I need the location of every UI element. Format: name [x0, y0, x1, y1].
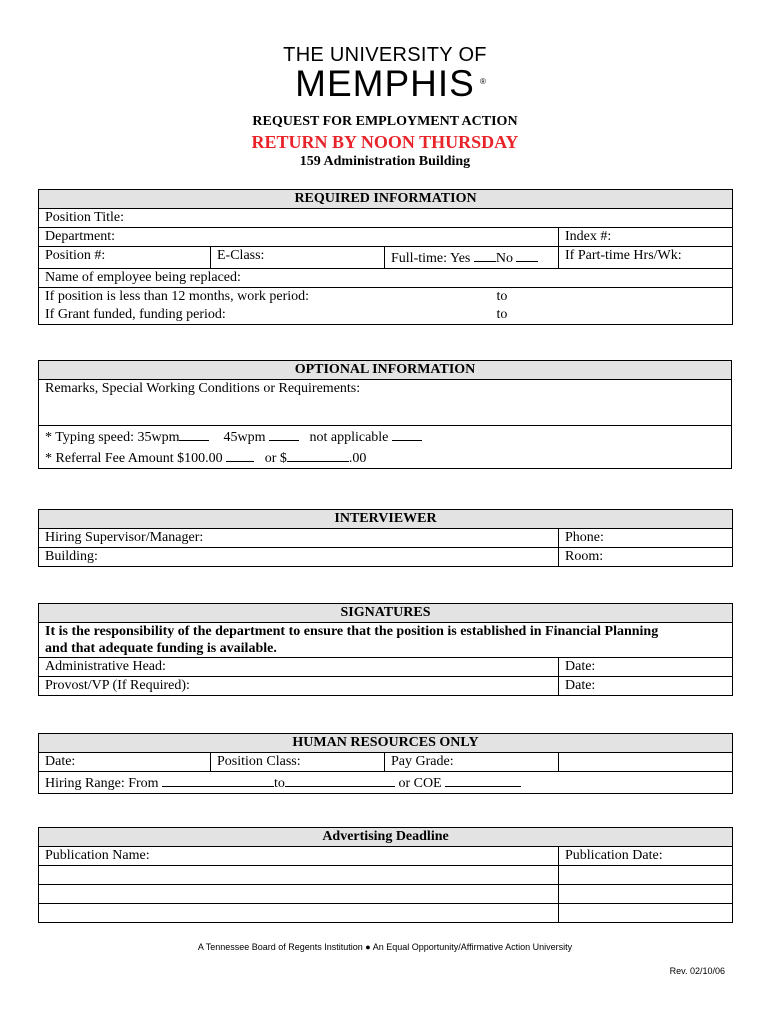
- registered-mark: ®: [479, 77, 487, 86]
- required-information-section: [38, 189, 733, 325]
- advertising-section: [38, 827, 733, 923]
- typing-45-label: 45wpm: [223, 430, 266, 445]
- publication-name-row-2[interactable]: [39, 866, 559, 885]
- index-field[interactable]: Index #:: [559, 228, 733, 247]
- university-logo: [0, 44, 770, 102]
- typing-45-blank[interactable]: [269, 426, 299, 441]
- optional-information-section: [38, 360, 732, 469]
- referral-amount-blank[interactable]: [287, 447, 349, 462]
- note-line2: and that adequate funding is available.: [45, 641, 277, 656]
- coe-blank[interactable]: [445, 772, 521, 787]
- logo-line1: THE UNIVERSITY OF: [283, 44, 487, 66]
- eclass-field[interactable]: E-Class:: [211, 247, 385, 269]
- publication-date-row-2[interactable]: [559, 866, 733, 885]
- form-header: [0, 113, 770, 171]
- publication-name-row-4[interactable]: [39, 904, 559, 923]
- optional-info-heading: OPTIONAL INFORMATION: [39, 361, 732, 380]
- office-address: 159 Administration Building: [299, 154, 471, 169]
- hr-date-field[interactable]: Date:: [39, 753, 211, 772]
- work-period-label: If position is less than 12 months, work period:: [39, 288, 385, 307]
- remarks-field[interactable]: Remarks, Special Working Conditions or Requirements:: [39, 380, 732, 426]
- typing-na-label: not applicable: [309, 430, 389, 445]
- human-resources-section: [38, 733, 733, 794]
- range-from-label: Hiring Range: From: [45, 776, 159, 791]
- yes-blank[interactable]: [474, 247, 496, 262]
- return-by-notice: RETURN BY NOON THURSDAY: [251, 132, 519, 152]
- position-class-field[interactable]: Position Class:: [211, 753, 385, 772]
- hiring-range-row: [39, 772, 733, 794]
- interviewer-section: [38, 509, 733, 567]
- department-field[interactable]: Department:: [39, 228, 559, 247]
- note-line1: It is the responsibility of the department to ensure that the position is established in Financial Planning: [45, 624, 659, 639]
- grant-period-label: If Grant funded, funding period:: [39, 306, 385, 325]
- referral-fee-row: [39, 447, 732, 469]
- range-to-label: to: [274, 776, 285, 791]
- provost-date-field[interactable]: Date:: [559, 677, 733, 696]
- logo-line2: MEMPHIS ®: [295, 63, 487, 104]
- signatures-heading: SIGNATURES: [39, 604, 733, 623]
- publication-date-row-3[interactable]: [559, 885, 733, 904]
- building-field[interactable]: Building:: [39, 548, 559, 567]
- publication-name-field[interactable]: Publication Name:: [39, 847, 559, 866]
- typing-35-blank[interactable]: [179, 426, 209, 441]
- interviewer-heading: INTERVIEWER: [39, 510, 733, 529]
- referral-cents-label: .00: [348, 451, 367, 466]
- administrative-head-field[interactable]: Administrative Head:: [39, 658, 559, 677]
- provost-field[interactable]: Provost/VP (If Required):: [39, 677, 559, 696]
- footer-statement: A Tennessee Board of Regents Institution ● An Equal Opportunity/Affirmative Action University: [197, 942, 573, 952]
- hr-blank-cell[interactable]: [559, 753, 733, 772]
- required-info-heading: REQUIRED INFORMATION: [39, 190, 733, 209]
- parttime-hours-field[interactable]: If Part-time Hrs/Wk:: [559, 247, 733, 269]
- form-title: REQUEST FOR EMPLOYMENT ACTION: [252, 114, 518, 129]
- employee-replaced-field[interactable]: Name of employee being replaced:: [39, 269, 733, 288]
- work-period-to[interactable]: to: [385, 288, 733, 307]
- typing-speed-row: [39, 426, 732, 448]
- range-to-blank[interactable]: [285, 772, 395, 787]
- publication-name-row-3[interactable]: [39, 885, 559, 904]
- referral-or-label: or $: [264, 451, 287, 466]
- or-coe-label: or COE: [398, 776, 442, 791]
- revision-date: Rev. 02/10/06: [669, 966, 725, 976]
- admin-date-field[interactable]: Date:: [559, 658, 733, 677]
- publication-date-row-4[interactable]: [559, 904, 733, 923]
- hiring-supervisor-field[interactable]: Hiring Supervisor/Manager:: [39, 529, 559, 548]
- no-blank[interactable]: [516, 247, 538, 262]
- fulltime-field[interactable]: [385, 247, 559, 269]
- phone-field[interactable]: Phone:: [559, 529, 733, 548]
- referral-100-blank[interactable]: [226, 447, 254, 462]
- typing-na-blank[interactable]: [392, 426, 422, 441]
- responsibility-note: [39, 623, 733, 658]
- range-from-blank[interactable]: [162, 772, 274, 787]
- hr-heading: HUMAN RESOURCES ONLY: [39, 734, 733, 753]
- position-number-field[interactable]: Position #:: [39, 247, 211, 269]
- pay-grade-field[interactable]: Pay Grade:: [385, 753, 559, 772]
- fulltime-no-label: No: [495, 251, 513, 266]
- position-title-field[interactable]: Position Title:: [39, 209, 733, 228]
- fulltime-yes-label: Full-time: Yes: [391, 251, 471, 266]
- publication-date-field[interactable]: Publication Date:: [559, 847, 733, 866]
- advertising-heading: Advertising Deadline: [39, 828, 733, 847]
- signatures-section: [38, 603, 733, 696]
- room-field[interactable]: Room:: [559, 548, 733, 567]
- grant-period-to[interactable]: to: [385, 306, 733, 325]
- typing-35-label: * Typing speed: 35wpm: [45, 430, 180, 445]
- referral-100-label: * Referral Fee Amount $100.00: [45, 451, 223, 466]
